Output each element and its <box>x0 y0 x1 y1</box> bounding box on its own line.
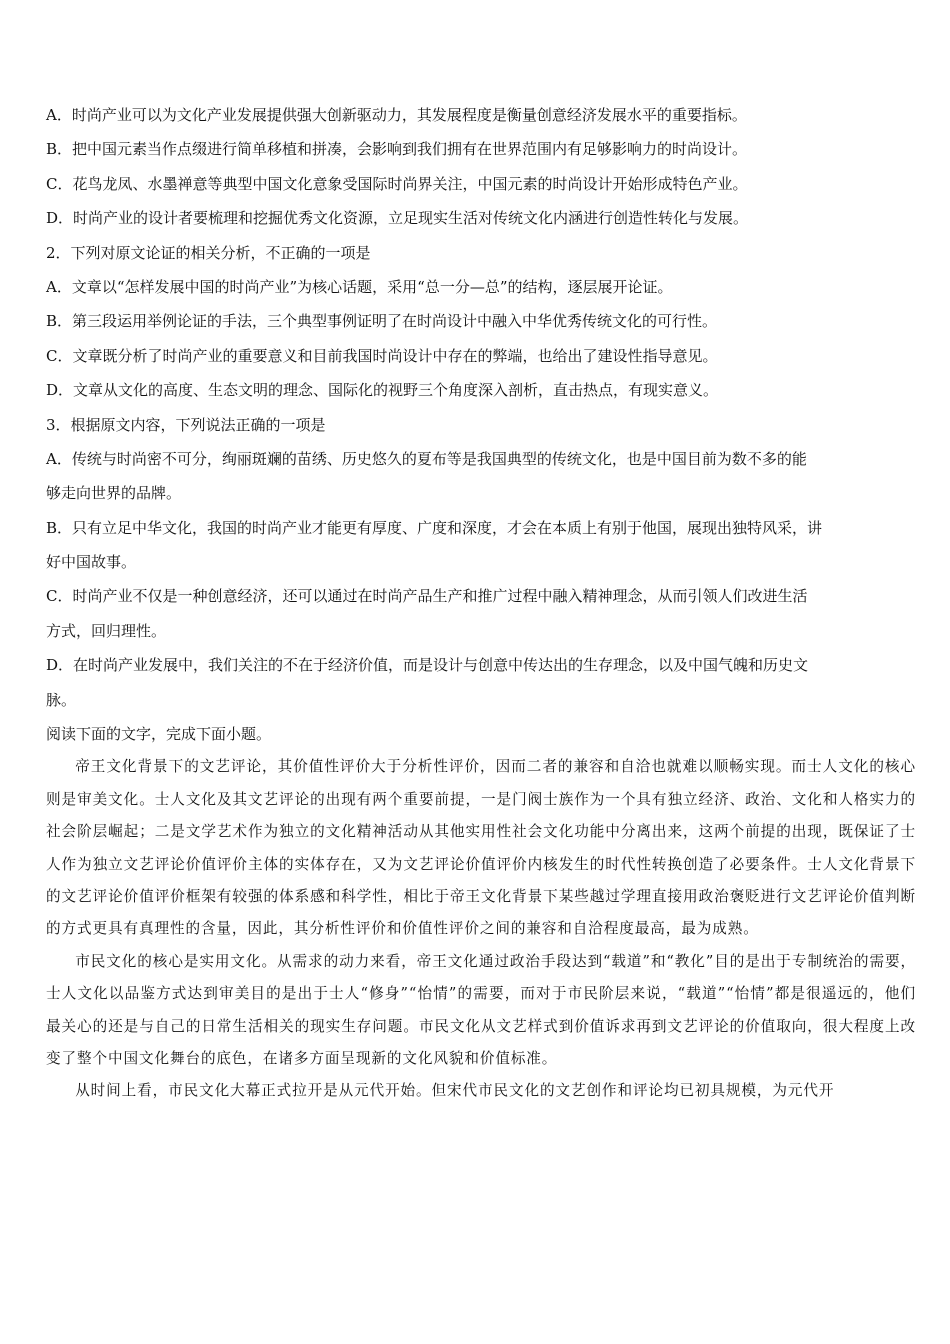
q3-option-d-line1: D．在时尚产业发展中，我们关注的不在于经济价值，而是设计与创意中传达出的生存理念，以及中国气魄和历史文 <box>46 656 809 675</box>
q3-stem: 3．根据原文内容，下列说法正确的一项是 <box>46 415 326 434</box>
q2-option-a: A．文章以“怎样发展中国的时尚产业”为核心话题，采用“总一分—总”的结构，逐层展开论证。 <box>46 277 673 296</box>
q2-option-d: D．文章从文化的高度、生态文明的理念、国际化的视野三个角度深入剖析，直击热点，有现实意义。 <box>46 381 719 400</box>
q3-option-a-line1: A．传统与时尚密不可分，绚丽斑斓的苗绣、历史悠久的夏布等是我国典型的传统文化，也是中国目前为数不多的能 <box>46 449 807 468</box>
q2-option-c: C．文章既分析了时尚产业的重要意义和目前我国时尚设计中存在的弊端，也给出了建设性指导意见。 <box>46 346 718 365</box>
q1-option-a: A．时尚产业可以为文化产业发展提供强大创新驱动力，其发展程度是衡量创意经济发展水平的重要指标。 <box>46 106 747 124</box>
q3-option-c-line2: 方式，回归理性。 <box>46 621 167 640</box>
passage-paragraph-1: 帝王文化背景下的文艺评论，其价值性评价大于分析性评价，因而二者的兼容和自洽也就难以顺畅实现。而士人文化的核心则是审美文化。士人文化及其文艺评论的出现有两个重要前提，一是门阀士族作为一个具有独立经济、政治、文化和人格实力的社会阶层崛起；二是文学艺术作为独立的文化精神活动从其他实用性社会文化功能中分离出来，这两个前提的出现，既保证了士人作为独立文艺评论价值评价主体的实体存在，又为文艺评论价值评价内核发生的时代性转换创造了必要条件。士人文化背景下的文艺评论价值评价框架有较强的体系感和科学性，相比于帝王文化背景下某些越过学理直接用政治褒贬进行文艺评论价值判断的方式更具有真理性的含量，因此，其分析性评价和价值性评价之间的兼容和自洽程度最高，最为成熟。 <box>46 758 916 938</box>
passage-paragraph-2: 市民文化的核心是实用文化。从需求的动力来看，帝王文化通过政治手段达到“载道”和“教化”目的是出于专制统治的需要，士人文化以品鉴方式达到审美目的是出于士人“修身”“怡情”的需要，而对于市民阶层来说，“载道”“怡情”都是很遥远的，他们最关心的还是与自己的日常生活相关的现实生存问题。市民文化从文艺样式到价值诉求再到文艺评论的价值取向，很大程度上改变了整个中国文化舞台的底色，在诸多方面呈现新的文化风貌和价值标准。 <box>46 952 916 1068</box>
q2-option-b: B．第三段运用举例论证的手法，三个典型事例证明了在时尚设计中融入中华优秀传统文化的可行性。 <box>46 312 718 331</box>
q1-option-d: D．时尚产业的设计者要梳理和挖掘优秀文化资源，立足现实生活对传统文化内涵进行创造性转化与发展。 <box>46 209 749 228</box>
exam-page <box>46 98 916 1108</box>
q3-option-c-line1: C．时尚产业不仅是一种创意经济，还可以通过在时尚产品生产和推广过程中融入精神理念，从而引领人们改进生活 <box>46 587 808 606</box>
q1-option-b: B．把中国元素当作点缀进行简单移植和拼凑，会影响到我们拥有在世界范围内有足够影响力的时尚设计。 <box>46 140 748 159</box>
q3-option-b-line2: 好中国故事。 <box>46 553 137 572</box>
q2-stem: 2．下列对原文论证的相关分析，不正确的一项是 <box>46 243 371 262</box>
reading-instruction: 阅读下面的文字，完成下面小题。 <box>46 725 272 744</box>
q3-option-d-line2: 脉。 <box>46 690 77 709</box>
q3-option-b-line1: B．只有立足中华文化，我国的时尚产业才能更有厚度、广度和深度，才会在本质上有别于他国，展现出独特风采，讲 <box>46 518 823 537</box>
q1-option-c: C．花鸟龙凤、水墨禅意等典型中国文化意象受国际时尚界关注，中国元素的时尚设计开始形成特色产业。 <box>46 174 748 193</box>
passage-paragraph-3: 从时间上看，市民文化大幕正式拉开是从元代开始。但宋代市民文化的文艺创作和评论均已初具规模，为元代开 <box>75 1082 835 1100</box>
q3-option-a-line2: 够走向世界的品牌。 <box>46 484 182 503</box>
